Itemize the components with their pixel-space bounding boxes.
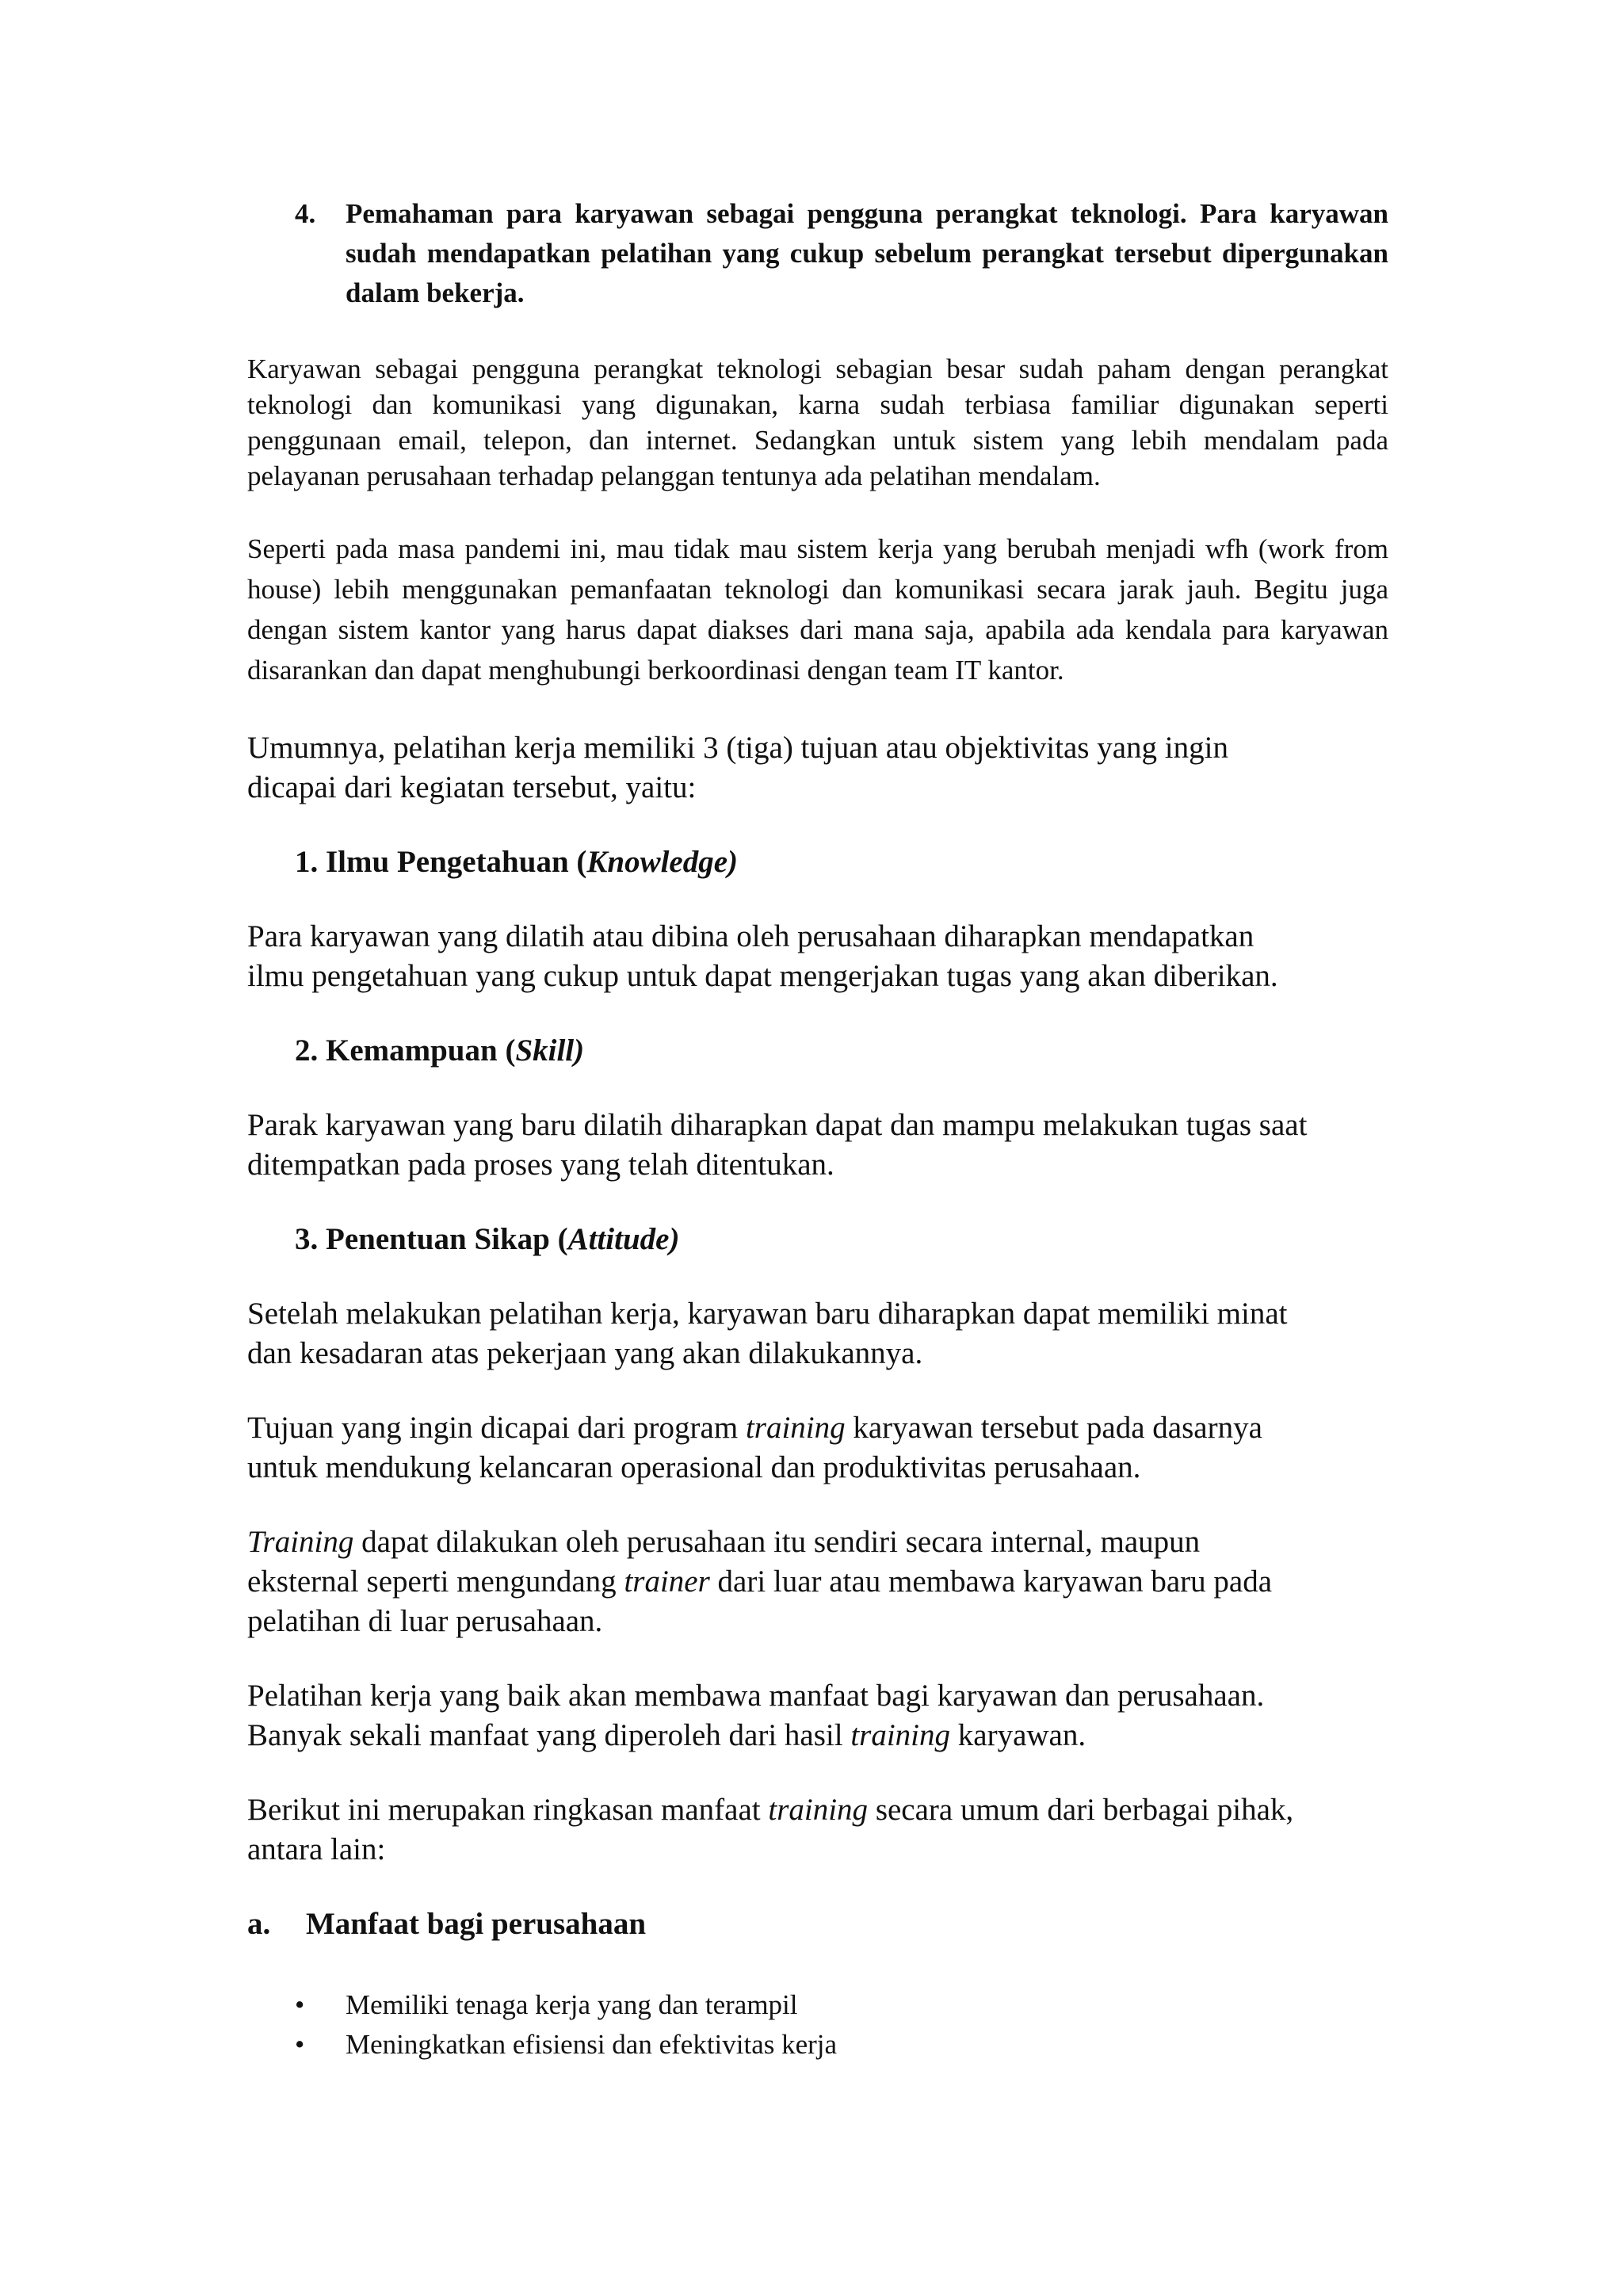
objective-2-term: Skill) <box>515 1033 585 1068</box>
objective-3-heading <box>295 1220 1388 1259</box>
summary-line-1-before: Berikut ini merupakan ringkasan manfaat <box>247 1793 769 1827</box>
list-item-text: Memiliki tenaga kerja yang dan terampil <box>346 1989 798 2020</box>
objective-3-line-1: Setelah melakukan pelatihan kerja, karyawan baru diharapkan dapat memiliki minat <box>247 1297 1288 1331</box>
objective-2-line-2: ditempatkan pada proses yang telah ditentukan. <box>247 1148 834 1182</box>
benefit-term: training <box>850 1718 951 1752</box>
objectives-intro-line-1: Umumnya, pelatihan kerja memiliki 3 (tiga) tujuan atau objektivitas yang ingin <box>247 731 1228 765</box>
objective-2-paragraph <box>247 1106 1388 1185</box>
paragraph-objectives-intro <box>247 728 1388 808</box>
objective-1-heading <box>295 842 1388 882</box>
paragraph-training-goal <box>247 1408 1388 1488</box>
benefit-list <box>247 1985 1388 2065</box>
point-4-heading <box>247 194 1388 313</box>
paragraph-users: Karyawan sebagai pengguna perangkat teknologi sebagian besar sudah paham dengan perangkat teknologi dan komunikasi yang digunakan, karna sudah terbiasa familiar digunakan seperti penggunaan email, telepon, dan internet. Sedangkan untuk sistem yang lebih mendalam pada pelayanan perusahaan terhadap pelanggan tentunya ada pelatihan mendalam. <box>247 353 1388 491</box>
bullet-icon: • <box>295 2029 305 2060</box>
objective-3-line-2: dan kesadaran atas pekerjaan yang akan dilakukannya. <box>247 1336 923 1370</box>
benefit-line-2-before: Banyak sekali manfaat yang diperoleh dari hasil <box>247 1718 851 1752</box>
objective-1-prefix: 1. Ilmu Pengetahuan ( <box>295 845 587 879</box>
internal-line-2-after: dari luar atau membawa karyawan baru pada <box>709 1564 1273 1599</box>
point-4-number: 4. <box>295 198 316 229</box>
point-4-text: Pemahaman para karyawan sebagai pengguna perangkat teknologi. Para karyawan sudah mendapatkan pelatihan yang cukup sebelum perangkat tersebut dipergunakan dalam bekerja. <box>346 198 1388 308</box>
list-item <box>247 1985 1388 2025</box>
paragraph-internal-external <box>247 1522 1388 1641</box>
internal-line-1: dapat dilakukan oleh perusahaan itu sendiri secara internal, maupun <box>353 1525 1201 1559</box>
objective-2-heading <box>295 1031 1388 1071</box>
document-page <box>247 194 1388 2065</box>
goal-before: Tujuan yang ingin dicapai dari program <box>247 1411 746 1445</box>
list-item-text: Meningkatkan efisiensi dan efektivitas kerja <box>346 2029 838 2060</box>
paragraph-pandemic: Seperti pada masa pandemi ini, mau tidak mau sistem kerja yang berubah menjadi wfh (work from house) lebih menggunakan pemanfaatan teknologi dan komunikasi secara jarak jauh. Begitu juga dengan sistem kantor yang harus dapat diakses dari mana saja, apabila ada kendala para karyawan disarankan dan dapat menghubungi berkoordinasi dengan team IT kantor. <box>247 533 1388 686</box>
paragraph-summary <box>247 1790 1388 1870</box>
goal-line-2: untuk mendukung kelancaran operasional dan produktivitas perusahaan. <box>247 1450 1141 1484</box>
objectives-intro-line-2: dicapai dari kegiatan tersebut, yaitu: <box>247 770 697 804</box>
bullet-icon: • <box>295 1989 305 2020</box>
objective-1-line-1: Para karyawan yang dilatih atau dibina oleh perusahaan diharapkan mendapatkan <box>247 919 1254 953</box>
objective-2-prefix: 2. Kemampuan ( <box>295 1033 516 1068</box>
objective-3-prefix: 3. Penentuan Sikap ( <box>295 1222 568 1256</box>
internal-line-2-before: eksternal seperti mengundang <box>247 1564 624 1599</box>
benefit-line-2-after: karyawan. <box>950 1718 1086 1752</box>
paragraph-benefits <box>247 1676 1388 1755</box>
internal-term-1: Training <box>247 1525 354 1559</box>
section-a-heading <box>247 1904 1388 1944</box>
objective-3-paragraph <box>247 1294 1388 1373</box>
benefit-line-1: Pelatihan kerja yang baik akan membawa manfaat bagi karyawan dan perusahaan. <box>247 1679 1265 1713</box>
internal-line-3: pelatihan di luar perusahaan. <box>247 1604 603 1638</box>
goal-term: training <box>745 1411 846 1445</box>
list-item <box>247 2025 1388 2065</box>
objective-1-term: Knowledge) <box>586 845 739 879</box>
internal-term-2: trainer <box>624 1564 710 1599</box>
objective-3-term: Attitude) <box>567 1222 680 1256</box>
summary-line-1-after: secara umum dari berbagai pihak, <box>868 1793 1294 1827</box>
section-a-letter: a. <box>247 1907 271 1941</box>
summary-line-2: antara lain: <box>247 1832 386 1866</box>
summary-term: training <box>768 1793 869 1827</box>
objective-2-line-1: Parak karyawan yang baru dilatih diharapkan dapat dan mampu melakukan tugas saat <box>247 1108 1308 1142</box>
objective-1-line-2: ilmu pengetahuan yang cukup untuk dapat mengerjakan tugas yang akan diberikan. <box>247 959 1278 993</box>
goal-after: karyawan tersebut pada dasarnya <box>845 1411 1262 1445</box>
section-a-title: Manfaat bagi perusahaan <box>306 1907 647 1941</box>
objective-1-paragraph <box>247 917 1388 996</box>
